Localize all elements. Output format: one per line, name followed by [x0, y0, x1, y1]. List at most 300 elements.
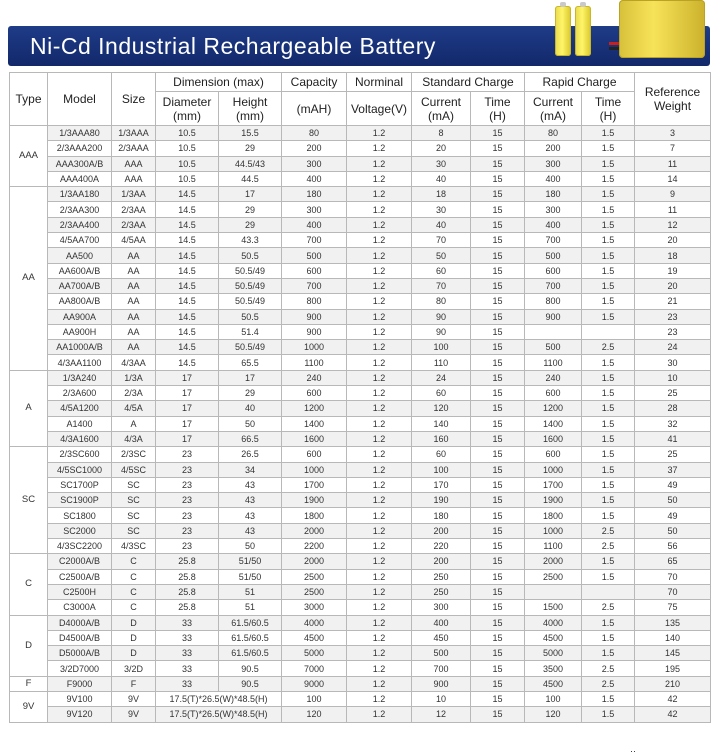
type-cell: 9V	[10, 691, 48, 722]
model-cell: AA500	[48, 248, 112, 263]
standard-time-cell: 15	[471, 691, 525, 706]
standard-time-cell: 15	[471, 202, 525, 217]
diameter-cell: 23	[156, 508, 219, 523]
standard-current-cell: 10	[412, 691, 471, 706]
height-cell: 34	[219, 462, 282, 477]
capacity-cell: 1800	[282, 508, 347, 523]
voltage-cell: 1.2	[347, 156, 412, 171]
table-row	[10, 309, 711, 324]
header-nominal: Norminal	[347, 73, 412, 92]
rapid-time-cell: 1.5	[582, 278, 635, 293]
standard-time-cell: 15	[471, 187, 525, 202]
table-row	[10, 217, 711, 232]
standard-current-cell: 170	[412, 477, 471, 492]
capacity-cell: 100	[282, 691, 347, 706]
size-cell: C	[112, 569, 156, 584]
rapid-current-cell: 300	[525, 202, 582, 217]
standard-time-cell: 15	[471, 508, 525, 523]
rapid-time-cell: 1.5	[582, 493, 635, 508]
diameter-cell: 25.8	[156, 569, 219, 584]
size-cell: 4/5SC	[112, 462, 156, 477]
voltage-cell: 1.2	[347, 431, 412, 446]
diameter-cell: 33	[156, 661, 219, 676]
diameter-cell: 14.5	[156, 324, 219, 339]
rapid-current-cell	[525, 324, 582, 339]
weight-cell: 23	[635, 309, 711, 324]
weight-cell: 210	[635, 676, 711, 691]
weight-cell: 20	[635, 278, 711, 293]
voltage-cell: 1.2	[347, 202, 412, 217]
capacity-cell: 1900	[282, 493, 347, 508]
standard-current-cell: 90	[412, 324, 471, 339]
weight-cell: 9	[635, 187, 711, 202]
standard-time-cell: 15	[471, 370, 525, 385]
table-row	[10, 584, 711, 599]
table-row	[10, 508, 711, 523]
header-height: Height (mm)	[219, 92, 282, 126]
height-cell: 51	[219, 584, 282, 599]
standard-time-cell: 15	[471, 539, 525, 554]
capacity-cell: 180	[282, 187, 347, 202]
capacity-cell: 400	[282, 217, 347, 232]
height-cell: 17	[219, 187, 282, 202]
size-cell: C	[112, 600, 156, 615]
rapid-time-cell: 1.5	[582, 141, 635, 156]
height-cell: 51/50	[219, 569, 282, 584]
height-cell: 51.4	[219, 324, 282, 339]
height-cell: 43	[219, 508, 282, 523]
capacity-cell: 3000	[282, 600, 347, 615]
rapid-current-cell: 2000	[525, 554, 582, 569]
weight-cell: 25	[635, 386, 711, 401]
standard-current-cell: 8	[412, 126, 471, 141]
capacity-cell: 600	[282, 386, 347, 401]
standard-current-cell: 700	[412, 661, 471, 676]
weight-cell: 14	[635, 171, 711, 186]
rapid-time-cell: 2.5	[582, 600, 635, 615]
voltage-cell: 1.2	[347, 324, 412, 339]
diameter-cell: 10.5	[156, 156, 219, 171]
table-row	[10, 340, 711, 355]
capacity-cell: 80	[282, 126, 347, 141]
size-cell: 2/3SC	[112, 447, 156, 462]
model-cell: 1/3AA180	[48, 187, 112, 202]
table-row	[10, 493, 711, 508]
diameter-cell: 14.5	[156, 278, 219, 293]
capacity-cell: 800	[282, 294, 347, 309]
model-cell: 2/3A600	[48, 386, 112, 401]
size-cell: AA	[112, 263, 156, 278]
header-model: Model	[48, 73, 112, 126]
size-cell: 4/5AA	[112, 233, 156, 248]
model-cell: D5000A/B	[48, 646, 112, 661]
standard-current-cell: 30	[412, 202, 471, 217]
height-cell: 17	[219, 370, 282, 385]
model-cell: 4/3AA1100	[48, 355, 112, 370]
rapid-time-cell: 2.5	[582, 340, 635, 355]
battery-pack-icon	[553, 0, 710, 64]
capacity-cell: 5000	[282, 646, 347, 661]
voltage-cell: 1.2	[347, 691, 412, 706]
table-row	[10, 248, 711, 263]
voltage-cell: 1.2	[347, 569, 412, 584]
standard-time-cell: 15	[471, 263, 525, 278]
standard-time-cell: 15	[471, 600, 525, 615]
voltage-cell: 1.2	[347, 661, 412, 676]
size-cell: 1/3AAA	[112, 126, 156, 141]
model-cell: 2/3AA400	[48, 217, 112, 232]
size-cell: C	[112, 584, 156, 599]
voltage-cell: 1.2	[347, 554, 412, 569]
standard-current-cell: 60	[412, 263, 471, 278]
voltage-cell: 1.2	[347, 447, 412, 462]
model-cell: AA900H	[48, 324, 112, 339]
standard-time-cell: 15	[471, 646, 525, 661]
standard-time-cell: 15	[471, 171, 525, 186]
table-row	[10, 126, 711, 141]
diameter-cell: 17	[156, 386, 219, 401]
rapid-current-cell: 1400	[525, 416, 582, 431]
capacity-cell: 400	[282, 171, 347, 186]
diameter-cell: 10.5	[156, 171, 219, 186]
model-cell: 4/5AA700	[48, 233, 112, 248]
page-title: Ni-Cd Industrial Rechargeable Battery	[30, 33, 436, 59]
table-row	[10, 263, 711, 278]
standard-current-cell: 12	[412, 707, 471, 722]
standard-current-cell: 30	[412, 156, 471, 171]
rapid-current-cell: 400	[525, 171, 582, 186]
capacity-cell: 600	[282, 263, 347, 278]
capacity-cell: 1100	[282, 355, 347, 370]
model-cell: 4/5A1200	[48, 401, 112, 416]
rapid-current-cell: 4000	[525, 615, 582, 630]
height-cell: 50.5/49	[219, 340, 282, 355]
size-cell: SC	[112, 477, 156, 492]
model-cell: AA600A/B	[48, 263, 112, 278]
rapid-current-cell: 180	[525, 187, 582, 202]
height-cell: 50.5	[219, 309, 282, 324]
weight-cell: 12	[635, 217, 711, 232]
weight-cell: 3	[635, 126, 711, 141]
standard-current-cell: 70	[412, 233, 471, 248]
rapid-current-cell: 240	[525, 370, 582, 385]
table-row	[10, 615, 711, 630]
standard-current-cell: 110	[412, 355, 471, 370]
model-cell: 4/3A1600	[48, 431, 112, 446]
table-row	[10, 233, 711, 248]
size-cell: 4/3AA	[112, 355, 156, 370]
standard-current-cell: 500	[412, 646, 471, 661]
size-cell: D	[112, 630, 156, 645]
type-cell: AA	[10, 187, 48, 371]
rapid-time-cell: 1.5	[582, 508, 635, 523]
height-cell: 50.5/49	[219, 263, 282, 278]
capacity-cell: 700	[282, 233, 347, 248]
standard-current-cell: 100	[412, 340, 471, 355]
size-cell: 2/3AA	[112, 217, 156, 232]
diameter-cell: 17.5(T)*26.5(W)*48.5(H)	[156, 691, 282, 706]
model-cell: C2000A/B	[48, 554, 112, 569]
standard-time-cell: 15	[471, 615, 525, 630]
rapid-time-cell	[582, 584, 635, 599]
voltage-cell: 1.2	[347, 187, 412, 202]
height-cell: 66.5	[219, 431, 282, 446]
rapid-current-cell: 900	[525, 309, 582, 324]
diameter-cell: 33	[156, 630, 219, 645]
rapid-current-cell: 1500	[525, 600, 582, 615]
rapid-time-cell: 1.5	[582, 217, 635, 232]
table-row	[10, 539, 711, 554]
rapid-time-cell: 1.5	[582, 691, 635, 706]
standard-time-cell: 15	[471, 309, 525, 324]
model-cell: F9000	[48, 676, 112, 691]
model-cell: A1400	[48, 416, 112, 431]
voltage-cell: 1.2	[347, 401, 412, 416]
diameter-cell: 14.5	[156, 233, 219, 248]
weight-cell: 42	[635, 691, 711, 706]
size-cell: 1/3A	[112, 370, 156, 385]
capacity-cell: 1000	[282, 340, 347, 355]
height-cell: 43	[219, 477, 282, 492]
rapid-time-cell: 1.5	[582, 233, 635, 248]
rapid-current-cell: 700	[525, 233, 582, 248]
size-cell: AAA	[112, 156, 156, 171]
rapid-time-cell: 2.5	[582, 676, 635, 691]
diameter-cell: 17	[156, 431, 219, 446]
height-cell: 50	[219, 416, 282, 431]
standard-time-cell: 15	[471, 233, 525, 248]
table-row	[10, 523, 711, 538]
table-row	[10, 171, 711, 186]
height-cell: 50.5/49	[219, 278, 282, 293]
standard-time-cell: 15	[471, 248, 525, 263]
capacity-cell: 2500	[282, 584, 347, 599]
model-cell: 2/3AAA200	[48, 141, 112, 156]
standard-current-cell: 140	[412, 416, 471, 431]
standard-current-cell: 60	[412, 447, 471, 462]
size-cell: AA	[112, 309, 156, 324]
diameter-cell: 14.5	[156, 217, 219, 232]
standard-time-cell: 15	[471, 401, 525, 416]
rapid-current-cell: 100	[525, 691, 582, 706]
rapid-time-cell: 1.5	[582, 263, 635, 278]
capacity-cell: 1400	[282, 416, 347, 431]
capacity-cell: 2200	[282, 539, 347, 554]
diameter-cell: 17.5(T)*26.5(W)*48.5(H)	[156, 707, 282, 722]
rapid-current-cell: 500	[525, 340, 582, 355]
height-cell: 29	[219, 386, 282, 401]
voltage-cell: 1.2	[347, 248, 412, 263]
capacity-cell: 900	[282, 309, 347, 324]
voltage-cell: 1.2	[347, 340, 412, 355]
standard-current-cell: 220	[412, 539, 471, 554]
weight-cell: 24	[635, 340, 711, 355]
diameter-cell: 23	[156, 462, 219, 477]
standard-time-cell: 15	[471, 416, 525, 431]
capacity-cell: 300	[282, 156, 347, 171]
voltage-cell: 1.2	[347, 523, 412, 538]
rapid-time-cell: 1.5	[582, 431, 635, 446]
table-row	[10, 661, 711, 676]
footnote-mark: ‥	[630, 744, 637, 754]
table-row	[10, 401, 711, 416]
standard-current-cell: 24	[412, 370, 471, 385]
rapid-time-cell: 1.5	[582, 401, 635, 416]
diameter-cell: 10.5	[156, 141, 219, 156]
capacity-cell: 500	[282, 248, 347, 263]
header-voltage: Voltage(V)	[347, 92, 412, 126]
height-cell: 61.5/60.5	[219, 615, 282, 630]
standard-current-cell: 120	[412, 401, 471, 416]
standard-time-cell: 15	[471, 340, 525, 355]
voltage-cell: 1.2	[347, 233, 412, 248]
model-cell: 4/3SC2200	[48, 539, 112, 554]
model-cell: 2/3AA300	[48, 202, 112, 217]
voltage-cell: 1.2	[347, 630, 412, 645]
model-cell: 1/3AAA80	[48, 126, 112, 141]
capacity-cell: 9000	[282, 676, 347, 691]
size-cell: C	[112, 554, 156, 569]
rapid-current-cell: 120	[525, 707, 582, 722]
standard-time-cell: 15	[471, 676, 525, 691]
standard-current-cell: 60	[412, 386, 471, 401]
model-cell: AA900A	[48, 309, 112, 324]
standard-time-cell: 15	[471, 126, 525, 141]
standard-current-cell: 160	[412, 431, 471, 446]
type-cell: D	[10, 615, 48, 676]
standard-time-cell: 15	[471, 386, 525, 401]
table-row	[10, 156, 711, 171]
standard-time-cell: 15	[471, 431, 525, 446]
header-rapid-time: Time (H)	[582, 92, 635, 126]
height-cell: 43	[219, 523, 282, 538]
voltage-cell: 1.2	[347, 217, 412, 232]
header-standard-current: Current (mA)	[412, 92, 471, 126]
diameter-cell: 14.5	[156, 355, 219, 370]
height-cell: 26.5	[219, 447, 282, 462]
size-cell: 2/3AAA	[112, 141, 156, 156]
standard-current-cell: 300	[412, 600, 471, 615]
standard-time-cell: 15	[471, 523, 525, 538]
weight-cell: 49	[635, 508, 711, 523]
model-cell: SC1700P	[48, 477, 112, 492]
size-cell: 4/5A	[112, 401, 156, 416]
weight-cell: 49	[635, 477, 711, 492]
table-row	[10, 707, 711, 722]
rapid-time-cell: 1.5	[582, 187, 635, 202]
capacity-cell: 7000	[282, 661, 347, 676]
diameter-cell: 33	[156, 646, 219, 661]
size-cell: SC	[112, 523, 156, 538]
type-cell: F	[10, 676, 48, 691]
diameter-cell: 23	[156, 493, 219, 508]
type-cell: C	[10, 554, 48, 615]
height-cell: 29	[219, 141, 282, 156]
rapid-time-cell: 1.5	[582, 248, 635, 263]
rapid-time-cell: 1.5	[582, 646, 635, 661]
model-cell: AA1000A/B	[48, 340, 112, 355]
height-cell: 43	[219, 493, 282, 508]
height-cell: 90.5	[219, 661, 282, 676]
standard-time-cell: 15	[471, 584, 525, 599]
model-cell: SC1900P	[48, 493, 112, 508]
height-cell: 61.5/60.5	[219, 630, 282, 645]
capacity-cell: 4500	[282, 630, 347, 645]
standard-time-cell: 15	[471, 477, 525, 492]
rapid-time-cell: 2.5	[582, 661, 635, 676]
rapid-current-cell	[525, 584, 582, 599]
table-row	[10, 462, 711, 477]
weight-cell: 32	[635, 416, 711, 431]
model-cell: AAA300A/B	[48, 156, 112, 171]
voltage-cell: 1.2	[347, 141, 412, 156]
rapid-time-cell: 1.5	[582, 202, 635, 217]
table-row	[10, 324, 711, 339]
diameter-cell: 14.5	[156, 248, 219, 263]
voltage-cell: 1.2	[347, 539, 412, 554]
height-cell: 61.5/60.5	[219, 646, 282, 661]
diameter-cell: 14.5	[156, 187, 219, 202]
standard-time-cell: 15	[471, 447, 525, 462]
diameter-cell: 33	[156, 615, 219, 630]
weight-cell: 30	[635, 355, 711, 370]
rapid-current-cell: 1600	[525, 431, 582, 446]
size-cell: 3/2D	[112, 661, 156, 676]
capacity-cell: 300	[282, 202, 347, 217]
voltage-cell: 1.2	[347, 355, 412, 370]
diameter-cell: 14.5	[156, 340, 219, 355]
size-cell: AA	[112, 294, 156, 309]
weight-cell: 75	[635, 600, 711, 615]
standard-time-cell: 15	[471, 278, 525, 293]
capacity-cell: 4000	[282, 615, 347, 630]
spec-table-body	[10, 126, 711, 723]
capacity-cell: 1700	[282, 477, 347, 492]
standard-current-cell: 400	[412, 615, 471, 630]
rapid-current-cell: 1700	[525, 477, 582, 492]
table-row	[10, 202, 711, 217]
voltage-cell: 1.2	[347, 294, 412, 309]
table-row	[10, 294, 711, 309]
standard-current-cell: 900	[412, 676, 471, 691]
height-cell: 65.5	[219, 355, 282, 370]
size-cell: AA	[112, 340, 156, 355]
weight-cell: 50	[635, 493, 711, 508]
voltage-cell: 1.2	[347, 584, 412, 599]
voltage-cell: 1.2	[347, 477, 412, 492]
rapid-time-cell: 1.5	[582, 554, 635, 569]
standard-current-cell: 180	[412, 508, 471, 523]
standard-time-cell: 15	[471, 554, 525, 569]
height-cell: 29	[219, 202, 282, 217]
table-row	[10, 676, 711, 691]
weight-cell: 20	[635, 233, 711, 248]
standard-current-cell: 250	[412, 569, 471, 584]
model-cell: AAA400A	[48, 171, 112, 186]
size-cell: D	[112, 615, 156, 630]
rapid-current-cell: 700	[525, 278, 582, 293]
table-row	[10, 386, 711, 401]
voltage-cell: 1.2	[347, 416, 412, 431]
rapid-current-cell: 4500	[525, 630, 582, 645]
standard-current-cell: 90	[412, 309, 471, 324]
size-cell: 4/3A	[112, 431, 156, 446]
weight-cell: 18	[635, 248, 711, 263]
weight-cell: 28	[635, 401, 711, 416]
capacity-cell: 2500	[282, 569, 347, 584]
diameter-cell: 23	[156, 539, 219, 554]
weight-cell: 10	[635, 370, 711, 385]
